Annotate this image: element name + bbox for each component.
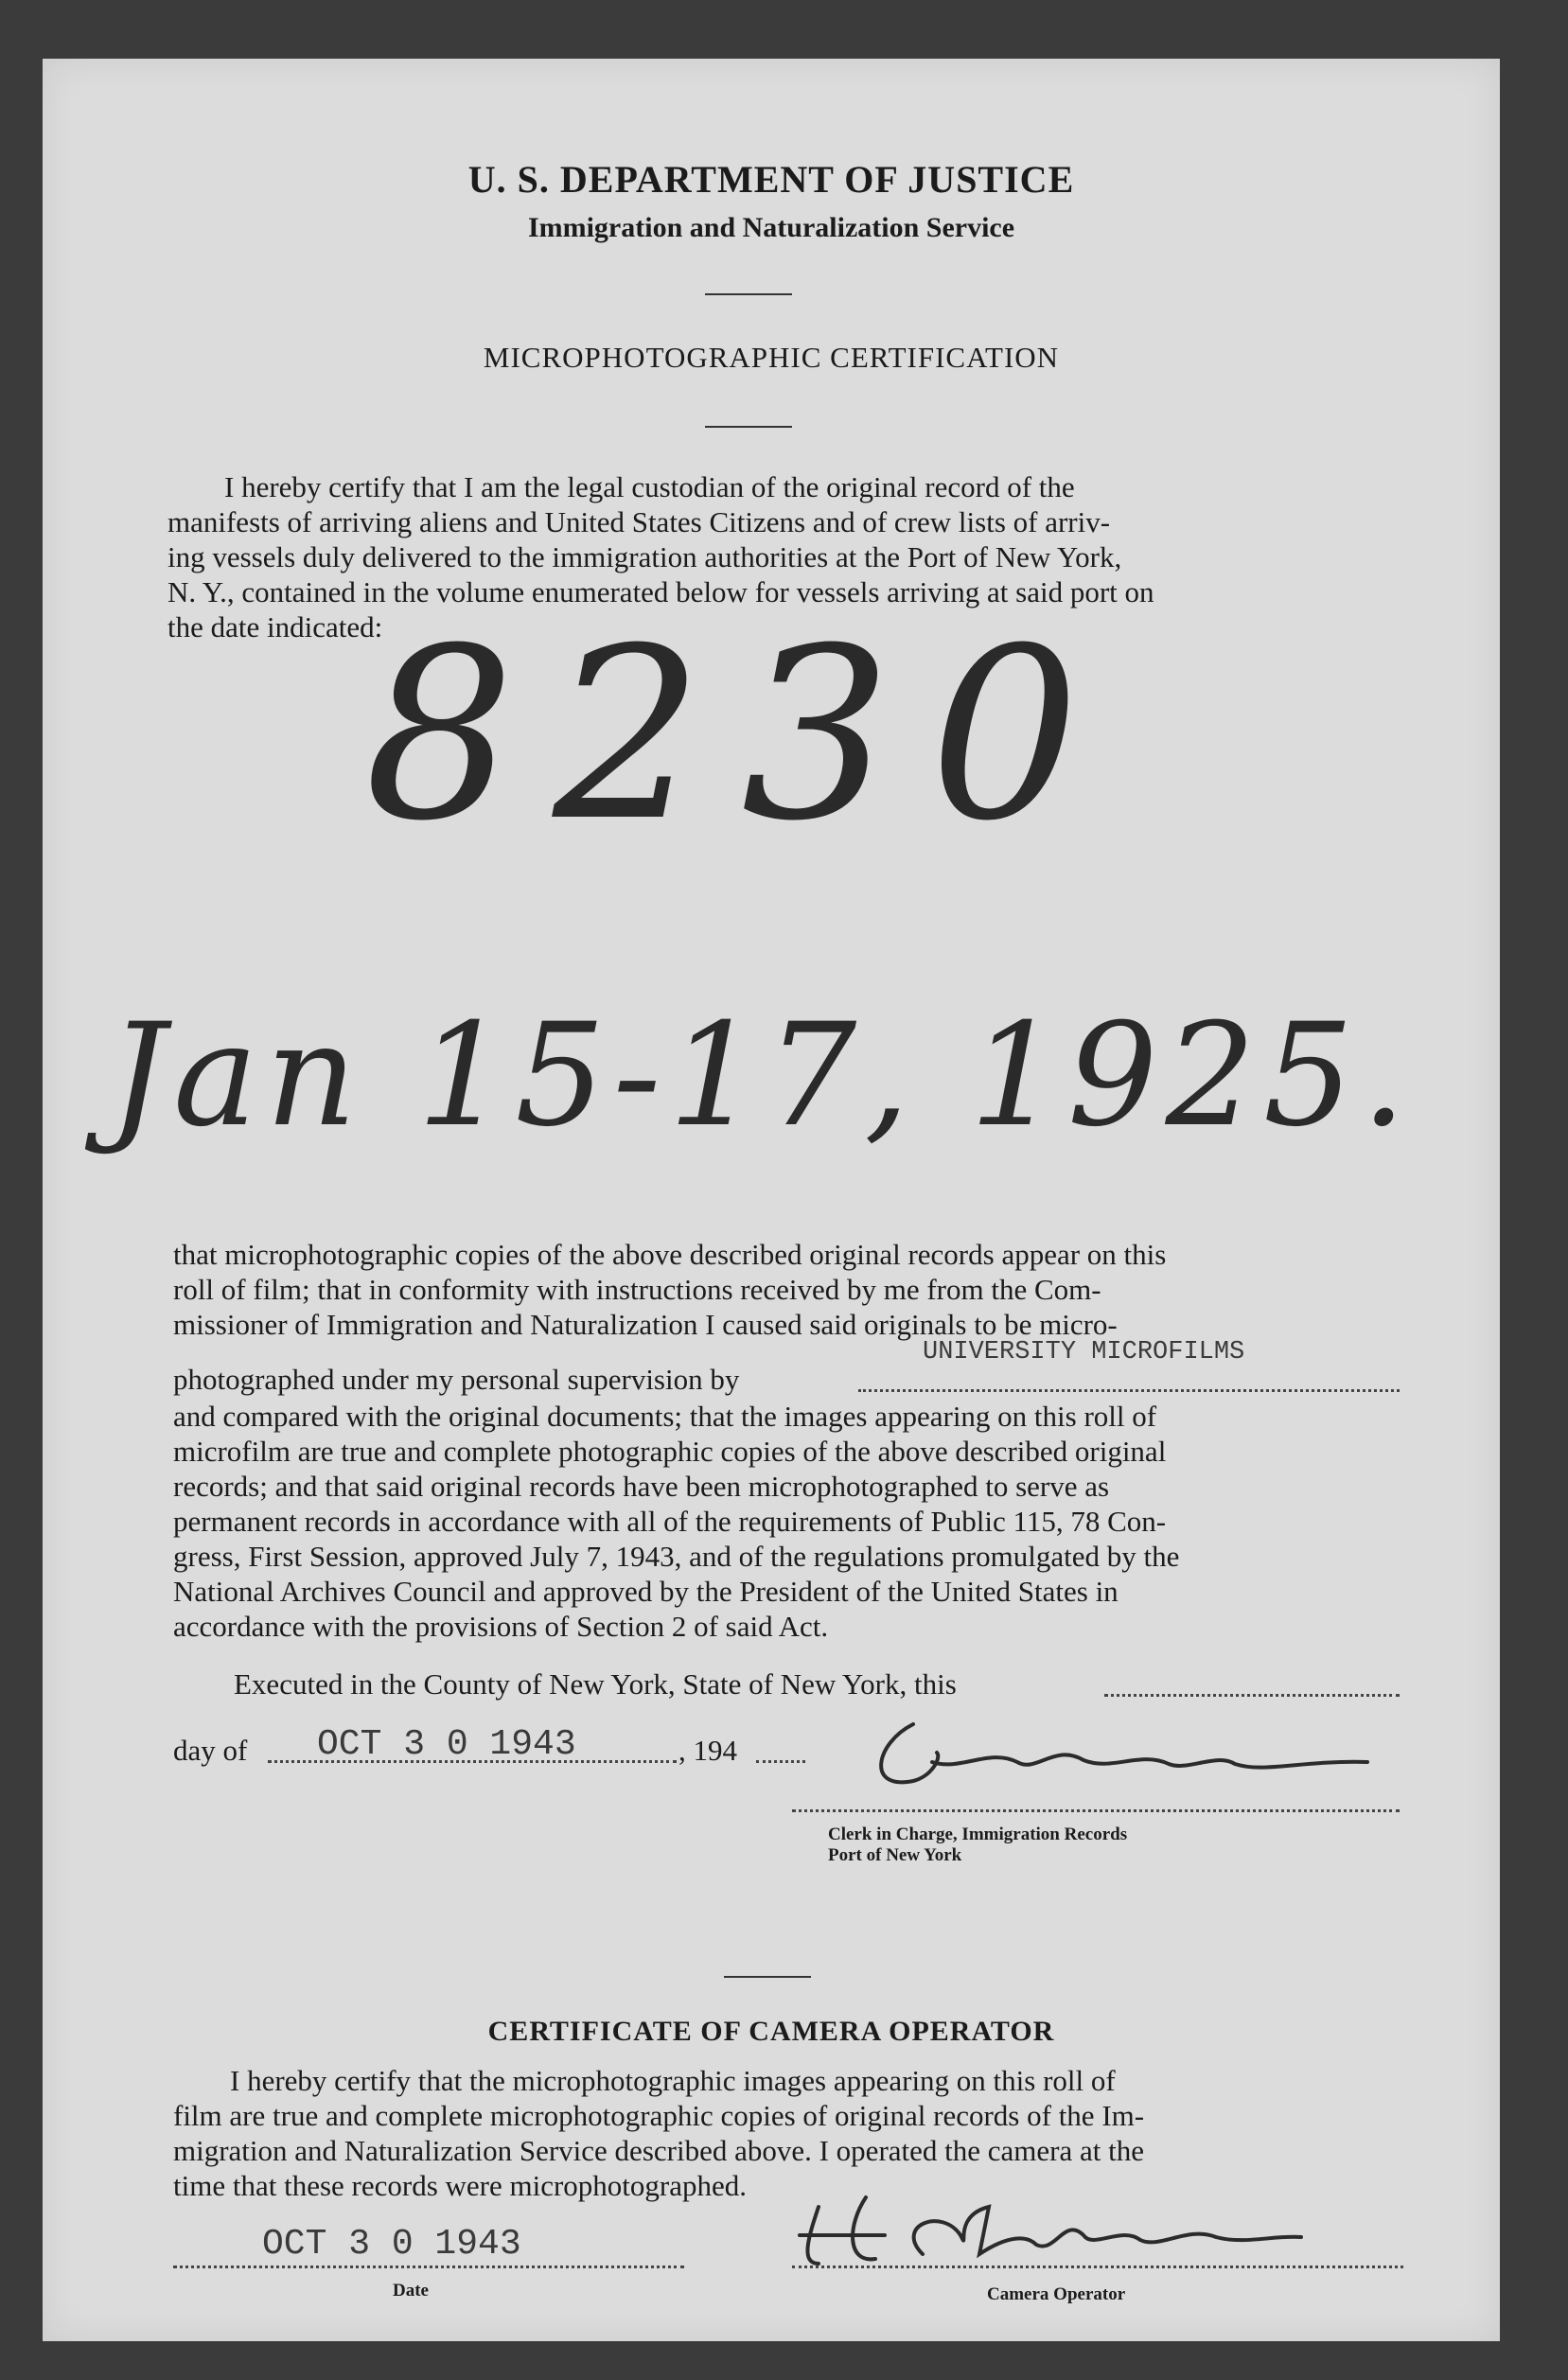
- camera-date-line: [173, 2265, 684, 2268]
- text-line: N. Y., contained in the volume enumerated below for vessels arriving at said port on: [167, 575, 1154, 608]
- date-stamp: OCT 3 0 1943: [317, 1724, 576, 1765]
- text-line: migration and Naturalization Service described above. I operated the camera at the: [173, 2134, 1144, 2167]
- text-line: manifests of arriving aliens and United States Citizens and of crew lists of arriv-: [167, 505, 1111, 538]
- text-line: I hereby certify that I am the legal custodian of the original record of the: [224, 470, 1075, 503]
- executed-label: Executed in the County of New York, State of New York, this: [234, 1667, 957, 1701]
- divider: [724, 1976, 811, 1978]
- divider: [705, 293, 792, 295]
- text-line: I hereby certify that the microphotographic images appearing on this roll of: [230, 2064, 1116, 2097]
- text-line: roll of film; that in conformity with instructions received by me from the Com-: [173, 1273, 1101, 1306]
- camera-date-stamp: OCT 3 0 1943: [262, 2224, 521, 2265]
- supervision-label: photographed under my personal supervision by: [173, 1363, 740, 1396]
- text-line: ing vessels duly delivered to the immigration authorities at the Port of New York,: [167, 540, 1122, 573]
- camera-date-label: Date: [393, 2281, 429, 2301]
- text-line: missioner of Immigration and Naturalization I caused said originals to be micro-: [173, 1308, 1118, 1341]
- body-paragraph-top: [173, 1237, 1400, 1342]
- text-line: time that these records were microphotographed.: [173, 2169, 747, 2202]
- supervisor-stamp: UNIVERSITY MICROFILMS: [923, 1338, 1245, 1366]
- document-title: MICROPHOTOGRAPHIC CERTIFICATION: [483, 341, 1060, 374]
- text-line: film are true and complete microphotographic copies of original records of the Im-: [173, 2099, 1145, 2132]
- clerk-title: [828, 1825, 1127, 1866]
- certificate-sheet: [43, 59, 1500, 2341]
- handwritten-date-range: Jan 15-17, 1925.: [109, 994, 1415, 1158]
- text-line: and compared with the original documents; that the images appearing on this roll of: [173, 1400, 1157, 1433]
- handwritten-volume-number: 8230: [364, 597, 1119, 873]
- text-line: records; and that said original records have been microphotographed to serve as: [173, 1470, 1110, 1503]
- camera-operator-line: [792, 2265, 1403, 2268]
- supervisor-line: [858, 1389, 1400, 1392]
- clerk-signature-line: [792, 1809, 1400, 1812]
- year-label: , 194: [678, 1734, 737, 1767]
- text-line: that microphotographic copies of the above described original records appear on this: [173, 1238, 1167, 1271]
- camera-operator-label: Camera Operator: [987, 2284, 1126, 2304]
- clerk-title-line: Clerk in Charge, Immigration Records: [828, 1825, 1128, 1844]
- text-line: permanent records in accordance with all of the requirements of Public 115, 78 Con-: [173, 1505, 1167, 1538]
- text-line: the date indicated:: [167, 610, 383, 643]
- executed-day-line: [1104, 1694, 1400, 1697]
- body-paragraph-bottom: [173, 1399, 1400, 1644]
- year-line: [756, 1760, 805, 1763]
- text-line: National Archives Council and approved by the President of the United States in: [173, 1575, 1119, 1608]
- clerk-office-line: Port of New York: [828, 1845, 962, 1865]
- camera-operator-title: CERTIFICATE OF CAMERA OPERATOR: [487, 2016, 1055, 2047]
- divider: [705, 426, 792, 428]
- text-line: gress, First Session, approved July 7, 1943, and of the regulations promulgated by the: [173, 1540, 1180, 1573]
- text-line: microfilm are true and complete photographic copies of the above described original: [173, 1435, 1167, 1468]
- department-heading: U. S. DEPARTMENT OF JUSTICE: [467, 158, 1075, 201]
- day-of-label: day of: [173, 1734, 248, 1767]
- text-line: accordance with the provisions of Section 2 of said Act.: [173, 1610, 829, 1643]
- clerk-signature: [856, 1705, 1386, 1809]
- service-subheading: Immigration and Naturalization Service: [527, 212, 1015, 243]
